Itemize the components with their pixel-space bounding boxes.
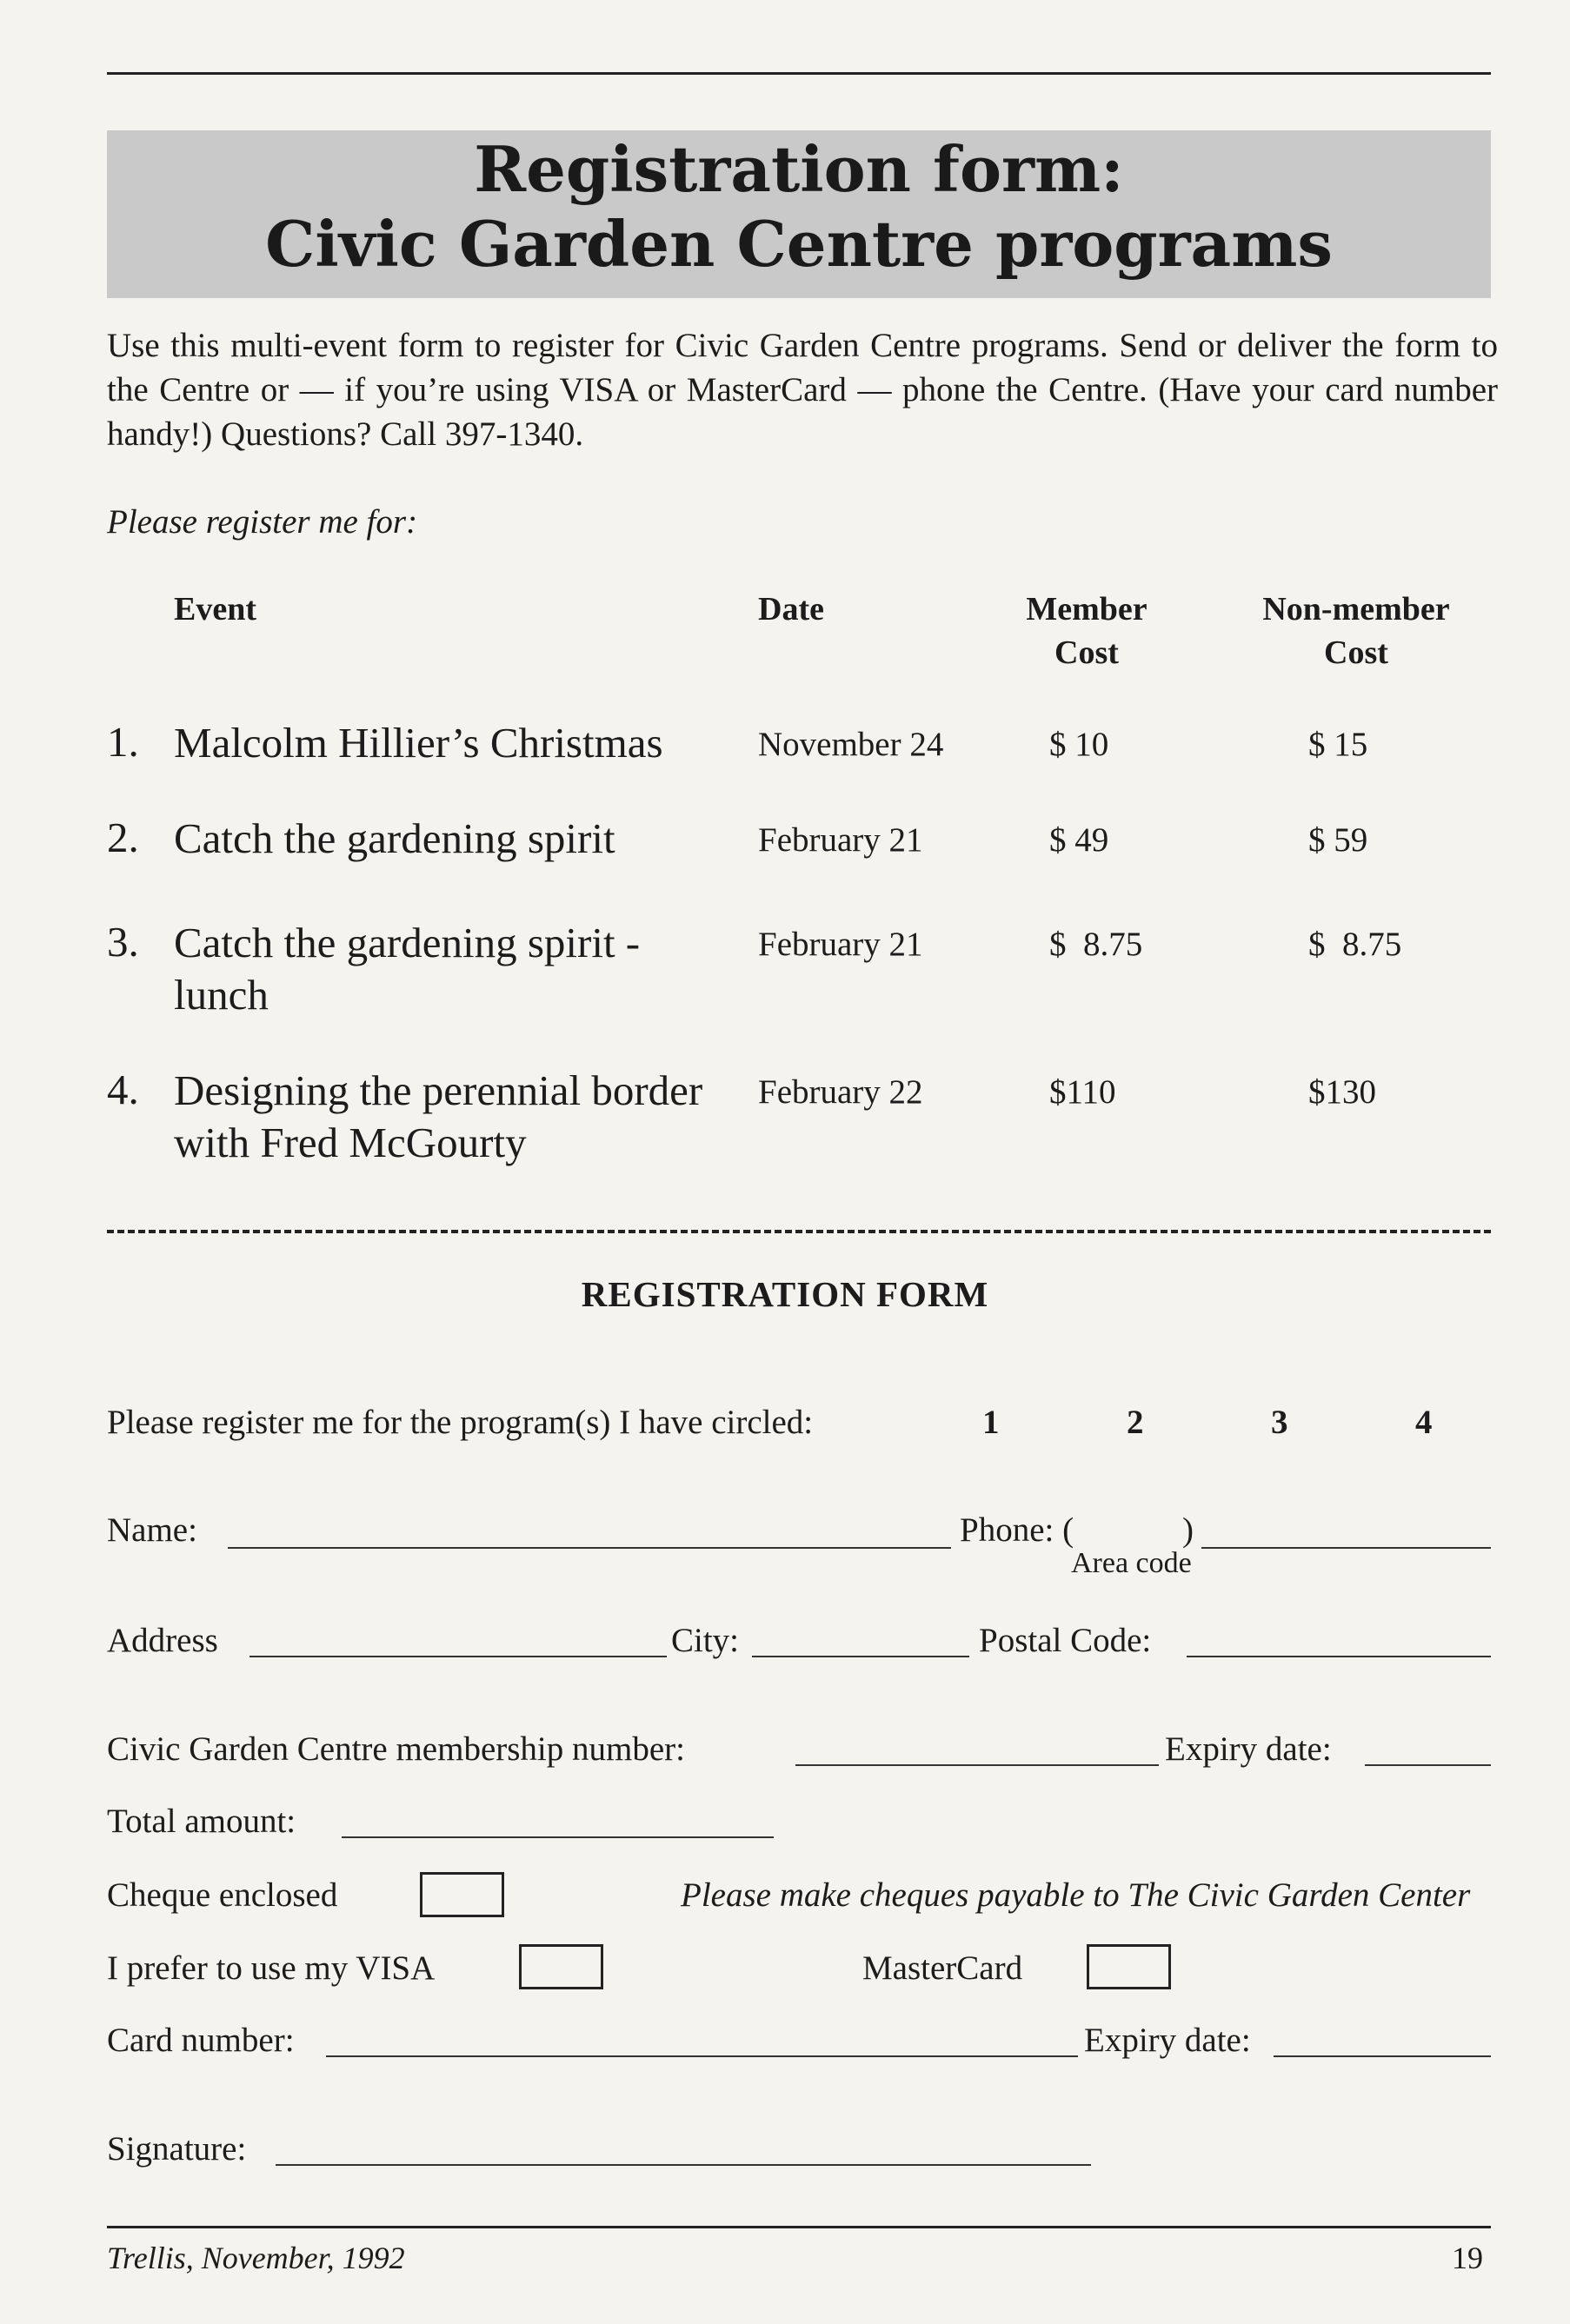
mastercard-label: MasterCard (862, 1949, 1023, 1987)
intro-paragraph: Use this multi-event form to register for Civic Garden Centre programs. Send or deliver the form to the Centre or — if you’re using VISA or MasterCard — phone the Centre. (Have your card number handy!) Questions? Call 397-1340. (107, 327, 1498, 453)
event-number: 4. (107, 1066, 139, 1113)
nonmember-cost: $ 59 (1308, 821, 1368, 859)
visa-label: I prefer to use my VISA (107, 1949, 436, 1987)
event-date: February 21 (758, 821, 923, 859)
signature-field[interactable] (276, 2164, 1091, 2166)
postal-code-label: Postal Code: (979, 1622, 1152, 1659)
city-label: City: (671, 1622, 740, 1659)
title-line-1: Registration form: (474, 132, 1124, 206)
title-band (107, 130, 1491, 298)
phone-field[interactable] (1201, 1547, 1491, 1549)
nonmember-cost: $ 15 (1308, 726, 1368, 763)
program-number-3[interactable]: 3 (1271, 1404, 1288, 1441)
header-member-l1: Member (1026, 591, 1148, 627)
header-nonmember-l1: Non-member (1262, 591, 1450, 627)
cut-line (107, 1230, 1491, 1233)
registration-form-heading: REGISTRATION FORM (581, 1274, 989, 1314)
total-amount-label: Total amount: (107, 1803, 296, 1840)
header-nonmember-l2: Cost (1324, 634, 1388, 671)
event-date: November 24 (758, 726, 944, 763)
membership-expiry-field[interactable] (1365, 1764, 1491, 1766)
signature-label: Signature: (107, 2130, 247, 2168)
header-member-cost (1008, 588, 1165, 674)
footer-publication: Trellis, November, 1992 (107, 2241, 405, 2275)
postal-code-field[interactable] (1187, 1656, 1491, 1657)
address-label: Address (107, 1622, 218, 1659)
event-date: February 22 (758, 1073, 923, 1111)
membership-expiry-label: Expiry date: (1165, 1730, 1332, 1768)
member-cost: $ 10 (1049, 726, 1109, 763)
event-name: Catch the gardening spirit - lunch (174, 919, 641, 1019)
visa-checkbox[interactable] (519, 1944, 603, 1989)
event-number: 2. (107, 813, 139, 861)
top-rule (107, 72, 1491, 75)
event-name: Malcolm Hillier’s Christmas (174, 719, 663, 767)
cheque-checkbox[interactable] (420, 1872, 504, 1917)
event-name: Catch the gardening spirit (174, 814, 615, 862)
header-date: Date (758, 591, 824, 627)
nonmember-cost: $130 (1308, 1073, 1376, 1111)
event-number: 3. (107, 918, 139, 966)
card-number-label: Card number: (107, 2022, 295, 2059)
total-amount-field[interactable] (342, 1836, 774, 1838)
register-prompt: Please register me for: (107, 503, 418, 541)
mastercard-checkbox[interactable] (1087, 1944, 1171, 1989)
header-nonmember-cost (1239, 588, 1474, 674)
nonmember-cost: $ 8.75 (1308, 926, 1402, 963)
event-name: Designing the perennial border with Fred McGourty (174, 1066, 703, 1166)
header-member-l2: Cost (1054, 634, 1119, 671)
header-event: Event (174, 591, 256, 627)
program-number-4[interactable]: 4 (1415, 1404, 1433, 1441)
program-number-1[interactable]: 1 (982, 1404, 1000, 1441)
card-expiry-label: Expiry date: (1084, 2022, 1251, 2059)
circle-prompt: Please register me for the program(s) I have circled: (107, 1404, 814, 1441)
member-cost: $110 (1049, 1073, 1116, 1111)
cheque-label: Cheque enclosed (107, 1876, 338, 1914)
bottom-rule (107, 2226, 1491, 2228)
area-code-label: Area code (1071, 1547, 1192, 1579)
phone-close-paren: ) (1182, 1511, 1194, 1549)
title-line-2: Civic Garden Centre programs (265, 207, 1333, 281)
name-label: Name: (107, 1511, 197, 1549)
program-number-2[interactable]: 2 (1127, 1404, 1144, 1441)
member-cost: $ 49 (1049, 821, 1109, 859)
page-number: 19 (1452, 2241, 1483, 2275)
event-number: 1. (107, 718, 139, 766)
phone-label: Phone: ( (960, 1511, 1074, 1549)
membership-number-field[interactable] (795, 1764, 1159, 1766)
event-date: February 21 (758, 926, 923, 963)
card-number-field[interactable] (326, 2055, 1078, 2057)
cheque-note: Please make cheques payable to The Civic Garden Center (681, 1876, 1471, 1914)
name-field[interactable] (228, 1547, 951, 1549)
membership-label: Civic Garden Centre membership number: (107, 1730, 685, 1768)
address-field[interactable] (249, 1656, 667, 1657)
member-cost: $ 8.75 (1049, 926, 1143, 963)
city-field[interactable] (752, 1656, 969, 1657)
card-expiry-field[interactable] (1274, 2055, 1491, 2057)
